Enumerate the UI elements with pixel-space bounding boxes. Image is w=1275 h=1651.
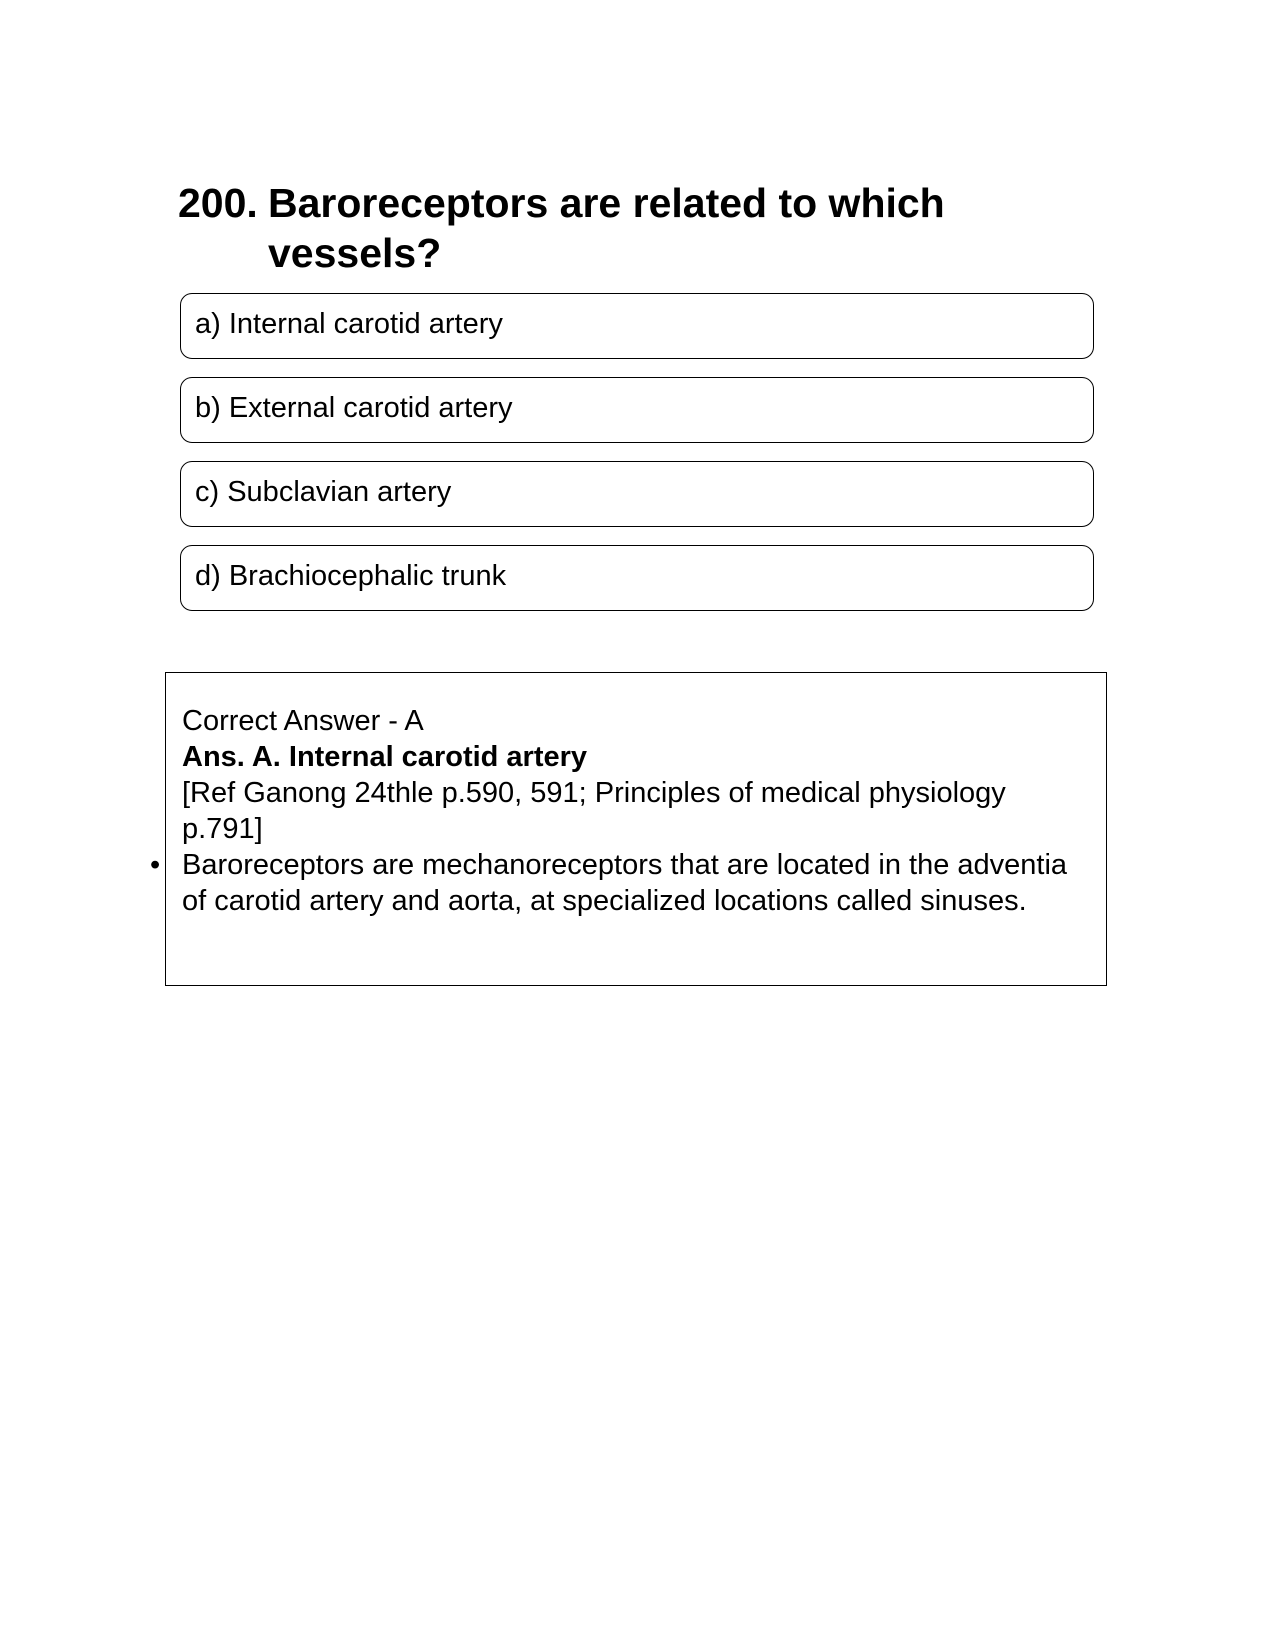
option-d[interactable] — [180, 545, 1094, 611]
option-c-label: c) Subclavian artery — [195, 475, 452, 508]
answer-explanation-box — [150, 672, 1107, 986]
option-a[interactable] — [180, 293, 1094, 359]
option-c[interactable] — [180, 461, 1094, 527]
explanation-bullet-item — [150, 847, 1090, 919]
option-b-label: b) External carotid artery — [195, 391, 513, 424]
answer-reference: [Ref Ganong 24thle p.590, 591; Principles of medical physiology p.791] — [182, 777, 1006, 845]
bullet-icon: • — [150, 849, 161, 881]
question-text: Baroreceptors are related to which vessels? — [268, 180, 945, 276]
answer-heading: Ans. A. Internal carotid artery — [182, 741, 588, 773]
option-b[interactable] — [180, 377, 1094, 443]
question-heading — [178, 178, 1078, 278]
question-number: 200. — [178, 180, 258, 226]
option-d-label: d) Brachiocephalic trunk — [195, 559, 507, 592]
explanation-text: Baroreceptors are mechanoreceptors that are located in the adventia of carotid artery and aorta, at specialized locations called sinuses. — [182, 849, 1068, 917]
option-a-label: a) Internal carotid artery — [195, 307, 503, 340]
correct-answer-line: Correct Answer - A — [182, 705, 424, 737]
